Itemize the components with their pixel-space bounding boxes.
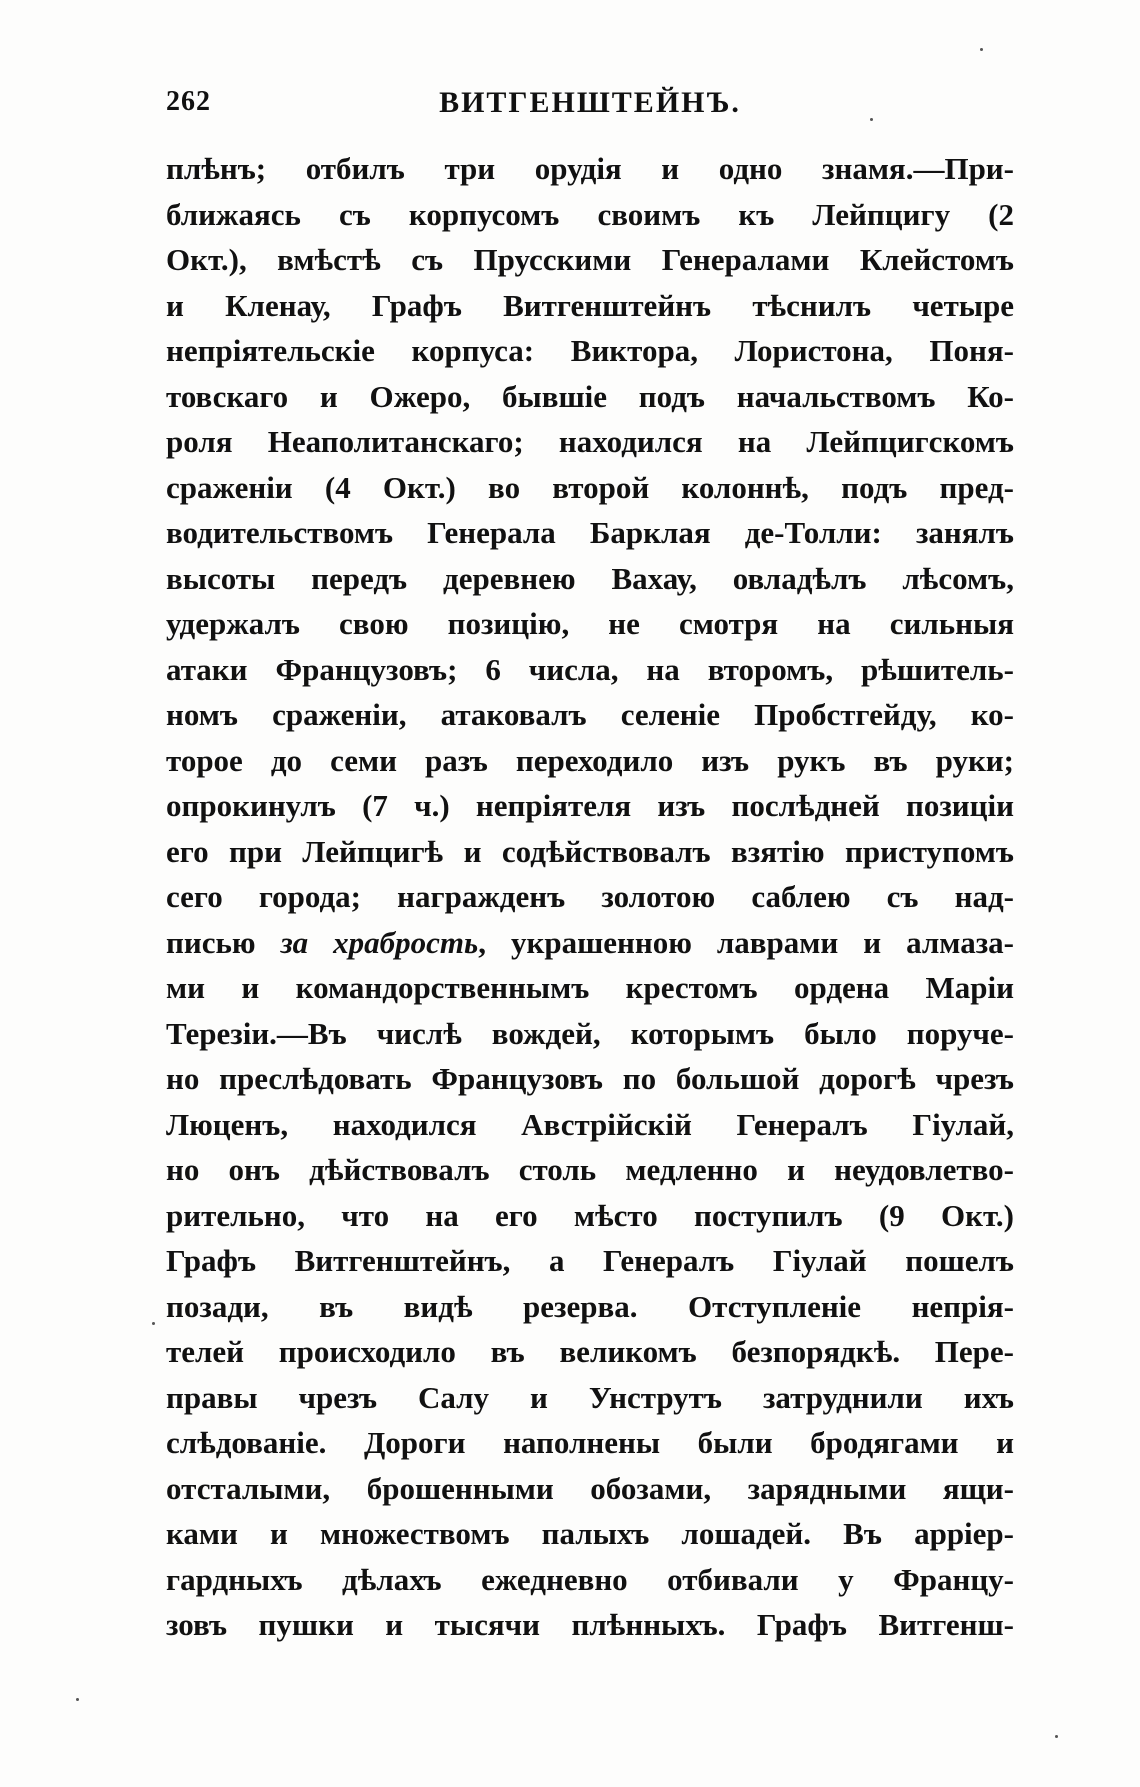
scan-speck [980,48,983,51]
text-line: непріятельскіе корпуса: Виктора, Лористона, Поня- [166,333,1014,368]
text-line: и Кленау, Графъ Витгенштейнъ тѣснилъ четыре [166,287,1014,323]
text-line: его при Лейпцигѣ и содѣйствовалъ взятію приступомъ [166,833,1014,869]
text-line: правы чрезъ Салу и Унструтъ затруднили ихъ [166,1379,1014,1415]
page-number: 262 [166,86,211,117]
text-line: отсталыми, брошенными обозами, зарядными ящи- [166,1470,1014,1506]
text-line: телей происходило въ великомъ безпорядкѣ. Пере- [166,1334,1014,1369]
scan-speck [152,1322,155,1325]
text-line: но преслѣдовать Французовъ по большой дорогѣ чрезъ [166,1061,1014,1096]
text-line: рительно, что на его мѣсто поступилъ (9 Окт.) [166,1197,1014,1233]
text-line: высоты передъ деревнею Вахау, овладѣлъ лѣсомъ, [166,560,1014,596]
text-line: номъ сраженіи, атаковалъ селеніе Пробстгейду, ко- [166,697,1014,732]
text-line: Терезіи.—Въ числѣ вождей, которымъ было поруче- [166,1015,1014,1051]
text-line: ками и множествомъ палыхъ лошадей. Въ арріер- [166,1516,1014,1551]
text-line: роля Неаполитанскаго; находился на Лейпцигскомъ [166,424,1014,459]
text-line: Окт.), вмѣстѣ съ Прусскими Генералами Клейстомъ [166,242,1014,277]
text-line: плѣнъ; отбилъ три орудія и одно знамя.—При- [166,151,1014,186]
text-line: слѣдованіе. Дороги наполнены были бродягами и [166,1425,1014,1460]
text-line: торое до семи разъ переходило изъ рукъ въ руки; [166,742,1014,778]
scan-speck [76,1698,79,1701]
body-text [166,146,1014,1648]
italic-phrase: за храбрость [280,924,479,960]
text-line: атаки Французовъ; 6 числа, на второмъ, рѣшитель- [166,651,1014,687]
page-header: ВИТГЕНШТЕЙНЪ. [439,86,741,119]
text-line: гардныхъ дѣлахъ ежедневно отбивали у Францу- [166,1561,1014,1597]
text-line: удержалъ свою позицію, не смотря на сильныя [166,606,1014,641]
text-line: сраженіи (4 Окт.) во второй колоннѣ, подъ пред- [166,469,1014,505]
scan-speck [1055,1735,1058,1738]
text-line: зовъ пушки и тысячи плѣнныхъ. Графъ Витгенш- [166,1607,1014,1642]
text-line: сего города; награжденъ золотою саблею съ над- [166,879,1014,914]
text-line: водительствомъ Генерала Барклая де-Толли: занялъ [166,515,1014,550]
text-line: опрокинулъ (7 ч.) непріятеля изъ послѣдней позиціи [166,788,1014,823]
text-line: Люценъ, находился Австрійскій Генералъ Гіулай, [166,1106,1014,1142]
text-line: Графъ Витгенштейнъ, а Генералъ Гіулай пошелъ [166,1243,1014,1278]
text-line: писью за храбрость, украшенною лаврами и алмаза- [166,924,1014,960]
text-line: ми и командорственнымъ крестомъ ордена Маріи [166,970,1014,1005]
running-head [166,86,1014,126]
text-line: товскаго и Ожеро, бывшіе подъ начальствомъ Ко- [166,378,1014,414]
text-line: позади, въ видѣ резерва. Отступленіе непрія- [166,1288,1014,1324]
scan-speck [870,118,873,121]
text-line: ближаясь съ корпусомъ своимъ къ Лейпцигу (2 [166,196,1014,232]
text-line: но онъ дѣйствовалъ столь медленно и неудовлетво- [166,1152,1014,1187]
